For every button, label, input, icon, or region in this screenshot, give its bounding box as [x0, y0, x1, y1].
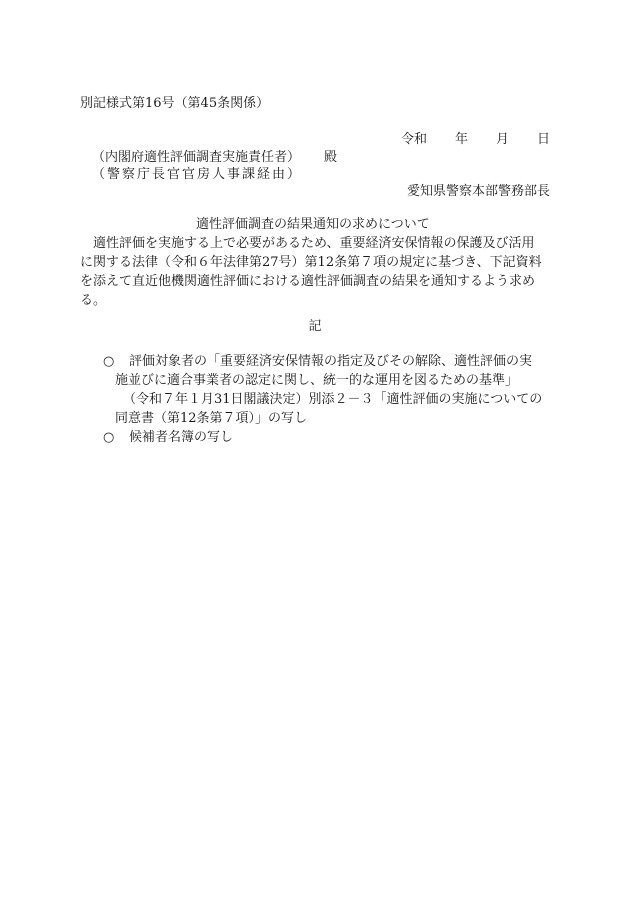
addressee-honorific: 殿	[324, 150, 338, 165]
body-line: る。	[80, 293, 107, 308]
body-line: に関する法律（令和６年法律第27号）第12条第７項の規定に基づき、下記資料	[80, 255, 542, 270]
item-text: 候補者名簿の写し	[129, 430, 234, 445]
form-header: 別記様式第16号（第45条関係）	[80, 96, 270, 111]
date-month-unit: 月	[495, 132, 509, 147]
addressee-line1	[92, 149, 337, 167]
item-text: 同意書（第12条第７項）」の写し	[115, 411, 308, 426]
body-paragraph	[80, 234, 550, 310]
item-text: 施並びに適合事業者の認定に関し、統一的な運用を図るための基準」	[115, 373, 519, 388]
document-title: 適性評価調査の結果通知の求めについて	[196, 217, 430, 232]
list-item	[103, 428, 553, 447]
sender-name: 愛知県警察本部警務部長	[406, 184, 550, 199]
date-year-unit: 年	[454, 132, 468, 147]
addressee-name: （内閣府適性評価調査実施責任者）	[92, 150, 301, 165]
body-line: を添えて直近他機関適性評価における適性評価調査の結果を通知するよう求め	[80, 274, 536, 289]
ki-heading: 記	[308, 319, 322, 334]
date-day-unit: 日	[536, 132, 550, 147]
item-text: 評価対象者の「重要経済安保情報の指定及びその解除、適性評価の実	[129, 354, 533, 369]
body-line: 適性評価を実施する上で必要があるため、重要経済安保情報の保護及び活用	[80, 236, 535, 251]
addressee-line2: （警察庁長官官房人事課経由）	[92, 167, 303, 182]
item-text: （令和７年１月31日閣議決定）別添２－３「適性評価の実施についての	[123, 392, 543, 407]
date-line	[401, 131, 550, 149]
list-item	[103, 352, 553, 428]
circle-bullet-icon: ○	[103, 430, 115, 445]
circle-bullet-icon: ○	[103, 354, 115, 369]
date-era: 令和	[400, 132, 427, 147]
